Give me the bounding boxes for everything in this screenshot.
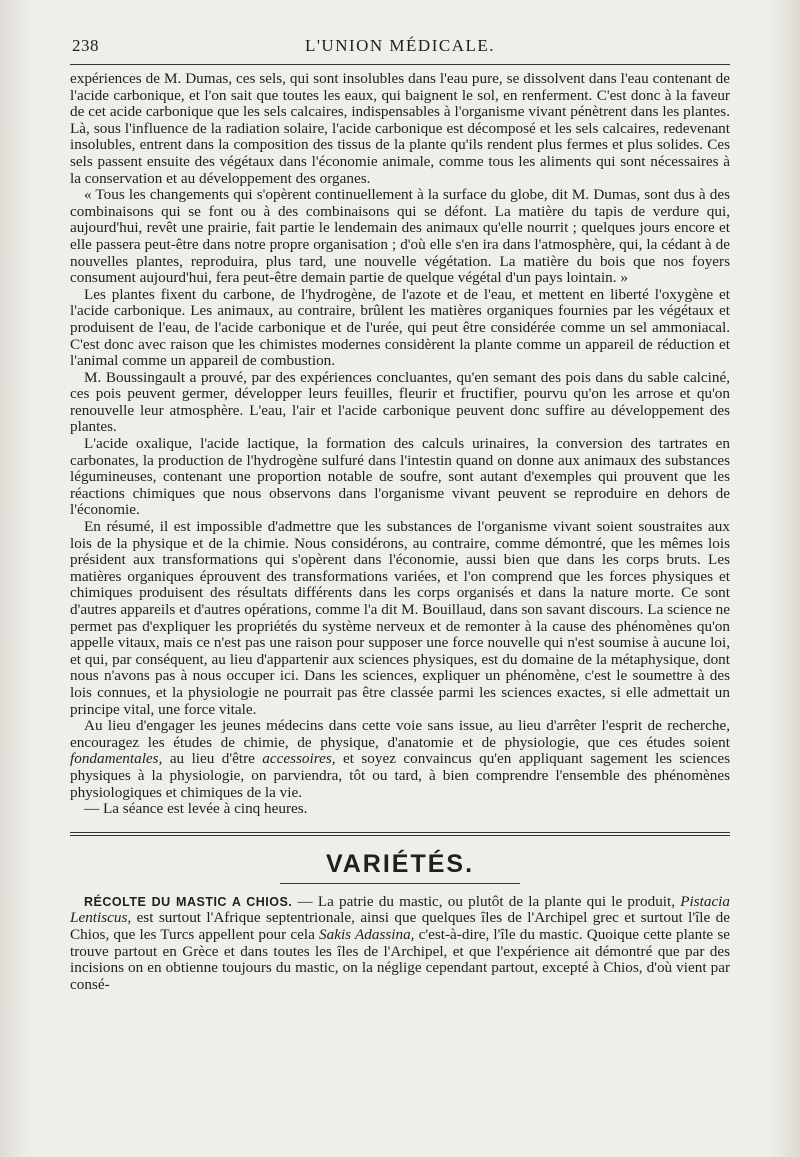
section-divider	[70, 832, 730, 836]
text-run: Au lieu d'engager les jeunes médecins dans cette voie sans issue, au lieu d'arrêter l'esprit de recherche, encouragez les études de chimie, de physique, d'anatomie et de physiologie, que ces études soient	[70, 717, 730, 751]
paragraph	[70, 718, 730, 801]
page-header	[70, 34, 730, 65]
run-in-heading: RÉCOLTE DU MASTIC A CHIOS.	[84, 894, 293, 909]
paragraph: En résumé, il est impossible d'admettre que les substances de l'organisme vivant soient soustraites aux lois de la physique et de la chimie. Nous considérons, au contraire, comme démontré, que les mêmes lois président aux transformations qui s'opèrent dans l'économie, aussi bien que dans les corps bruts. Les matières organiques éprouvent des transformations variées, et l'on comprend que les forces physiques et chimiques produisent des résultats différents dans les corps organisés et dans la nature morte. Ce sont d'autres appareils et d'autres opérations, comme l'a dit M. Bouillaud, dans son savant discours. La science ne permet pas d'expliquer les propriétés du système nerveux et de remonter à la cause des phénomènes qu'on appelle vitaux, mais ce n'est pas une raison pour supposer une force nouvelle qui n'est soumise à aucune loi, et qui, par conséquent, au lieu d'appartenir aux sciences physiques, est du domaine de la métaphysique, dont nous n'avons pas à nous occuper ici. Dans les sciences, expliquer un phénomène, c'est le soumettre à des lois connues, et la physiologie ne pourrait pas être classée parmi les sciences exactes, si elle admettait un principe vital, une force vitale.	[70, 518, 730, 718]
italic-term: Sakis Adassina,	[319, 925, 415, 943]
text-run: — La patrie du mastic, ou plutôt de la plante qui le produit,	[292, 892, 681, 910]
paragraph: L'acide oxalique, l'acide lactique, la formation des calculs urinaires, la conversion des tartrates en carbonates, la production de l'hydrogène sulfuré dans l'intestin quand on donne aux animaux des substances légumineuses, contenant une proportion notable de soufre, sont autant d'exemples qui prouvent que les réactions chimiques que nous observons dans l'organisme vivant peuvent se reproduire en dehors de l'économie.	[70, 435, 730, 519]
text-run: c'est-à-dire, l'île du mastic. Quoique cette plante se trouve partout en Grèce et dans toutes les îles de l'Archipel, et que l'expérience ait démontré que par des incisions on en obtienne toujours du mastic, on la néglige cependant partout, excepté à Chios, d'où vient par consé-	[70, 925, 730, 993]
article-body	[70, 71, 730, 818]
paragraph: expériences de M. Dumas, ces sels, qui sont insolubles dans l'eau pure, se dissolvent dans l'eau contenant de l'acide carbonique, et l'on sait que toutes les eaux, qui baignent le sol, en renferment. C'est donc à la faveur de cet acide carbonique que les sels calcaires, indispensables à l'organisme vivant pénètrent dans les plantes. Là, sous l'influence de la radiation solaire, l'acide carbonique est décomposé et les sels calcaires, redevenant insolubles, entrent dans la composition des tissus de la plante qu'ils rendent plus fermes et plus solides. Ces sels passent ensuite des végétaux dans l'économie animale, comme tous les aliments qui sont nécessaires à la conservation et au développement des organes.	[70, 70, 730, 187]
paragraph: M. Boussingault a prouvé, par des expériences concluantes, qu'en semant des pois dans du sable calciné, ces pois peuvent germer, développer leurs feuilles, fleurir et fructifier, pourvu qu'on les arrose et qu'on renouvelle leur atmosphère. L'eau, l'air et l'acide carbonique peuvent donc suffire au développement des plantes.	[70, 368, 730, 436]
title-underline	[280, 883, 520, 884]
closing-line: — La séance est levée à cinq heures.	[84, 800, 308, 818]
italic-term: accessoires,	[262, 750, 336, 768]
paragraph: Les plantes fixent du carbone, de l'hydrogène, de l'azote et de l'eau, et mettent en liberté l'oxygène et l'acide carbonique. Les animaux, au contraire, brûlent les matières organiques fournies par les végétaux et produisent de l'eau, de l'acide carbonique et de l'urée, qui peut être considérée comme un sel ammoniacal. C'est donc avec raison que les chimistes modernes considèrent la plante comme un appareil de réduction et l'animal comme un appareil de combustion.	[70, 285, 730, 370]
text-run: est surtout l'Afrique septentrionale, ainsi que quelques îles de l'Archipel grec et surtout l'île de Chios, que les Turcs appellent pour cela	[70, 909, 730, 943]
journal-title: L'UNION MÉDICALE.	[304, 36, 496, 55]
section-paragraph	[70, 894, 730, 994]
page-number: 238	[72, 36, 99, 55]
text-run: au lieu d'être	[162, 750, 263, 768]
section-title: VARIÉTÉS.	[325, 849, 475, 878]
paragraph: « Tous les changements qui s'opèrent continuellement à la surface du globe, dit M. Dumas, sont dus à des combinaisons qui se font ou à des combinaisons qui se défont. La matière du tapis de verdure qui, aujourd'hui, revêt une prairie, fait partie le lendemain des animaux qu'elle nourrit ; quelques jours encore et elle passera peut-être dans notre propre organisation ; d'où elle s'en ira dans l'atmosphère, qui, la cédant à de nouvelles plantes, reproduira, plus tard, une nouvelle végétation. La matière du bois que nos foyers consument aujourd'hui, fera peut-être demain partie de quelque végétal d'un pays lointain. »	[70, 186, 730, 287]
text-run: et soyez convaincus qu'en appliquant sagement les sciences physiques à la physiologie, on parviendra, tôt ou tard, à bien comprendre l'ensemble des phénomènes physiologiques et chimiques de la vie.	[70, 750, 730, 801]
italic-term: Pistacia Lentiscus,	[70, 892, 730, 927]
italic-term: fondamentales,	[70, 750, 163, 768]
